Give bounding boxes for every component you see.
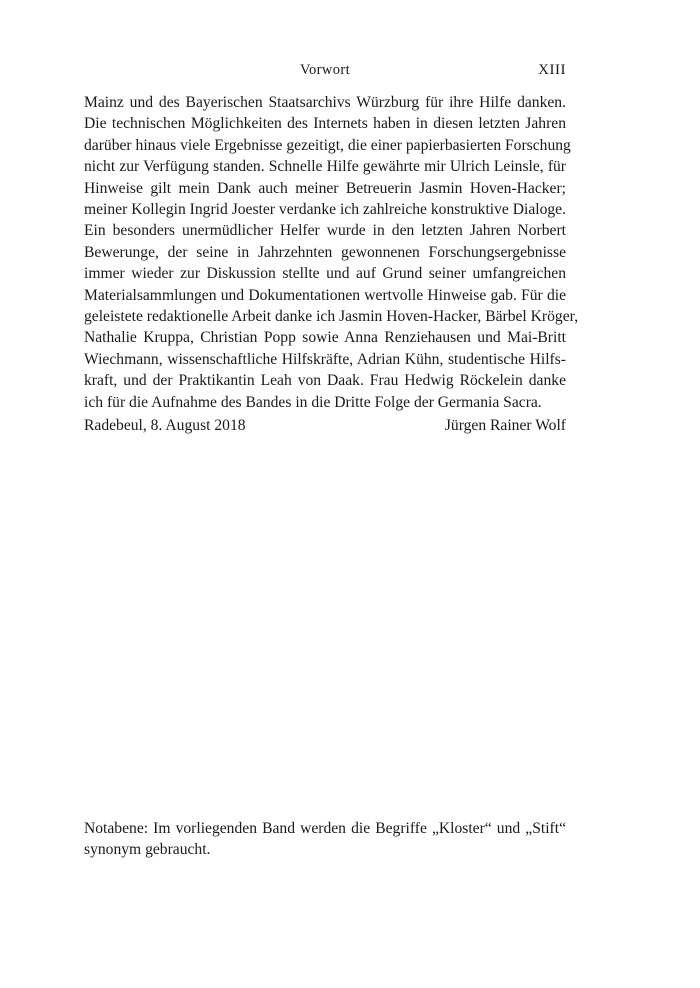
text-line: meiner Kollegin Ingrid Joester verdanke ich zahlreiche konstruktive Dialoge. — [84, 201, 566, 219]
text-line: Mainz und des Bayerischen Staatsarchivs Würzburg für ihre Hilfe danken. — [84, 94, 566, 111]
text-line: Bewerunge, der seine in Jahrzehnten gewonnenen Forschungsergebnisse — [84, 243, 566, 261]
preface-paragraph — [84, 92, 579, 413]
text-line: geleistete redaktionelle Arbeit danke ich Jasmin Hoven-Hacker, Bärbel Kröger, — [84, 308, 579, 326]
page-header — [84, 62, 566, 82]
text-line: immer wieder zur Diskussion stellte und auf Grund seiner umfangreichen — [84, 265, 566, 283]
notabene-note — [84, 818, 566, 861]
text-line: Ein besonders unermüdlicher Helfer wurde in den letzten Jahren Norbert — [84, 222, 566, 240]
text-line: synonym gebraucht. — [84, 841, 211, 859]
author-name: Jürgen Rainer Wolf — [444, 417, 566, 434]
running-title: Vorwort — [299, 62, 351, 78]
text-line: Nathalie Kruppa, Christian Popp sowie Anna Renziehausen und Mai-Britt — [84, 329, 566, 347]
text-line: Wiechmann, wissenschaftliche Hilfskräfte, Adrian Kühn, studentische Hilfs- — [84, 350, 566, 368]
place-date: Radebeul, 8. August 2018 — [84, 417, 246, 434]
text-line: Die technischen Möglichkeiten des Internets haben in diesen letzten Jahren — [84, 115, 566, 133]
page-number: XIII — [538, 62, 566, 78]
text-line: Materialsammlungen und Dokumentationen wertvolle Hinweise gab. Für die — [84, 286, 566, 304]
text-line: darüber hinaus viele Ergebnisse gezeitigt, die einer papierbasierten Forschung — [84, 136, 571, 154]
text-line: ich für die Aufnahme des Bandes in die Dritte Folge der Germania Sacra. — [84, 393, 542, 411]
text-line: Notabene: Im vorliegenden Band werden die Begriffe „Kloster“ und „Stift“ — [84, 820, 566, 837]
text-line: nicht zur Verfügung standen. Schnelle Hilfe gewährte mir Ulrich Leinsle, für — [84, 158, 566, 176]
text-line: kraft, und der Praktikantin Leah von Daak. Frau Hedwig Röckelein danke — [84, 372, 566, 390]
text-line: Hinweise gilt mein Dank auch meiner Betreuerin Jasmin Hoven-Hacker; — [84, 179, 566, 197]
